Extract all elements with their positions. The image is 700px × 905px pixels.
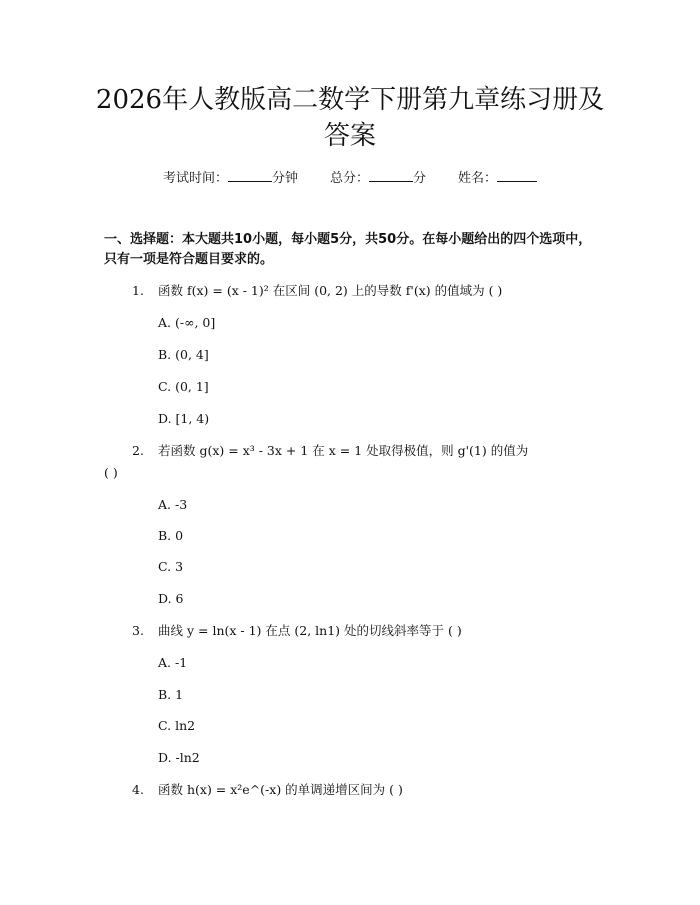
question-number: 2. — [132, 443, 144, 458]
name-label: 姓名： — [458, 171, 498, 186]
question-1-option-a: A. (-∞, 0] — [158, 315, 216, 330]
question-1-option-c: C. (0, 1] — [158, 379, 209, 394]
time-blank — [228, 169, 272, 182]
question-4 — [132, 780, 403, 800]
score-label: 总分： — [329, 171, 369, 186]
question-1-option-d: D. [1, 4) — [158, 411, 210, 426]
question-number: 1. — [132, 283, 144, 298]
question-3 — [132, 621, 462, 641]
question-2 — [132, 441, 528, 461]
question-3-option-d: D. -ln2 — [158, 750, 200, 765]
question-number: 4. — [132, 782, 144, 797]
question-text: 曲线 y = ln(x - 1) 在点 (2, ln1) 处的切线斜率等于 ( ) — [158, 623, 462, 638]
time-label: 考试时间： — [162, 171, 228, 186]
question-1-option-b: B. (0, 4] — [158, 347, 209, 362]
score-unit: 分 — [413, 171, 427, 186]
section-heading: 一、选择题：本大题共10小题，每小题5分，共50分。在每小题给出的四个选项中，只有一项是符合题目要求的。 — [104, 232, 592, 267]
question-2-continuation: ( ) — [104, 465, 118, 480]
question-text: 函数 h(x) = x²e^(-x) 的单调递增区间为 ( ) — [158, 782, 403, 797]
question-3-option-b: B. 1 — [158, 687, 184, 702]
question-1 — [132, 281, 502, 301]
question-2-option-b: B. 0 — [158, 528, 184, 543]
question-2-option-a: A. -3 — [158, 497, 188, 512]
question-3-option-a: A. -1 — [158, 655, 188, 670]
time-unit: 分钟 — [271, 171, 298, 186]
question-number: 3. — [132, 623, 144, 638]
question-text: 函数 f(x) = (x - 1)² 在区间 (0, 2) 上的导数 f'(x) 的值域为 ( ) — [158, 283, 503, 298]
question-2-option-d: D. 6 — [158, 591, 184, 606]
score-blank — [369, 169, 413, 182]
question-2-option-c: C. 3 — [158, 559, 184, 574]
exam-info-line — [0, 169, 700, 188]
question-3-option-c: C. ln2 — [158, 718, 196, 733]
document-title: 2026年人教版高二数学下册第九章练习册及答案 — [95, 85, 605, 151]
name-blank — [497, 169, 537, 182]
question-text: 若函数 g(x) = x³ - 3x + 1 在 x = 1 处取得极值，则 g'(1) 的值为 — [158, 443, 529, 458]
